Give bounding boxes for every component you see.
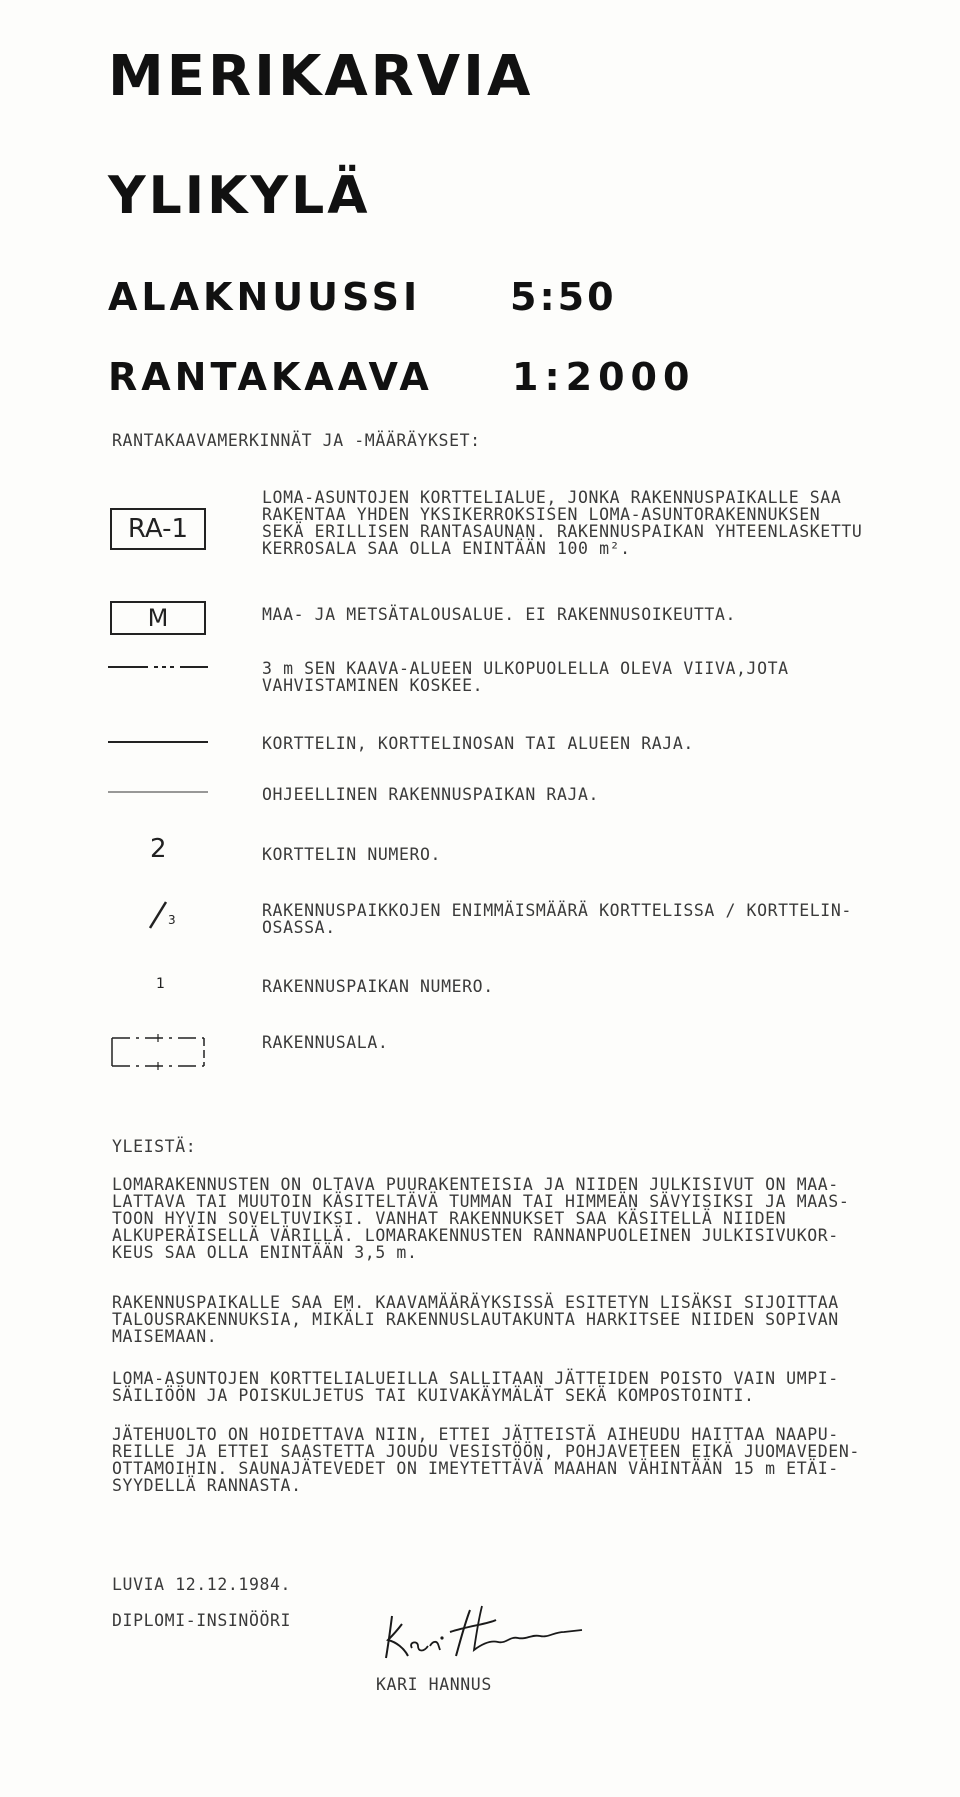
signer-role: DIPLOMI-INSINÖÖRI — [112, 1611, 292, 1630]
general-paragraph-1: LOMARAKENNUSTEN ON OLTAVA PUURAKENTEISIA JA NIIDEN JULKISIVUT ON MAA- LATTAVA TAI MUUTOIN KÄSITELTÄVÄ TUMMAN TAI HIMMEÄN SÄVYISIKSI JA MAAS- TOON HYVIN SOVELTUVIKSI. VANHAT RAKENNUKSET SAA KÄSITELLÄ NIIDEN ALKUPERÄISELLÄ VÄRILLÄ. LOMARAKENNUSTEN RANNANPUOLEINEN JULKISIVUKOR- KEUS SAA OLLA ENINTÄÄN 3,5 m. — [112, 1175, 850, 1262]
dash-dot-line-symbol — [108, 662, 208, 672]
alaknuussi-label: ALAKNUUSSI — [108, 275, 422, 319]
document-subtitle: YLIKYLÄ — [108, 166, 371, 226]
legend-text-building-area: RAKENNUSALA. — [262, 1033, 389, 1052]
legend-text-block-number-label: KORTTELIN NUMERO. — [262, 845, 442, 864]
guideline-plot-boundary-symbol — [108, 789, 208, 795]
general-paragraph-2: RAKENNUSPAIKALLE SAA EM. KAAVAMÄÄRÄYKSISSÄ ESITETYN LISÄKSI SIJOITTAA TALOUSRAKENNUKSIA, MIKÄLI RAKENNUSLAUTAKUNTA HARKITSEE NIIDEN SOPIVAN MAISEMAAN. — [112, 1293, 839, 1346]
svg-text:3: 3 — [168, 913, 176, 927]
place-date: LUVIA 12.12.1984. — [112, 1575, 292, 1594]
legend-text-block-boundary: KORTTELIN, KORTTELINOSAN TAI ALUEEN RAJA. — [262, 734, 694, 753]
plot-number-symbol: 1 — [156, 976, 165, 992]
document-title: MERIKARVIA — [108, 44, 534, 109]
block-boundary-line-symbol — [108, 738, 208, 746]
general-paragraph-4: JÄTEHUOLTO ON HOIDETTAVA NIIN, ETTEI JÄTTEISTÄ AIHEUDU HAITTAA NAAPU- REILLE JA ETTEI SAASTETTA JOUDU VESISTÖÖN, POHJAVETEEN EIKÄ JUOMAVEDEN- OTTAMOIHIN. SAUNAJÄTEVEDET ON IMEYTETTÄVÄ MAAHAN VÄHINTÄÄN 15 m ETÄI- SYYDELLÄ RANNASTA. — [112, 1425, 860, 1495]
legend-text-m: MAA- JA METSÄTALOUSALUE. EI RAKENNUSOIKEUTTA. — [262, 605, 737, 624]
legend-text-plot-boundary: OHJEELLINEN RAKENNUSPAIKAN RAJA. — [262, 785, 600, 804]
max-plots-symbol — [146, 898, 182, 932]
general-title: YLEISTÄ: — [112, 1137, 197, 1156]
alaknuussi-value: 5:50 — [510, 275, 617, 319]
general-paragraph-3: LOMA-ASUNTOJEN KORTTELIALUEILLA SALLITAAN JÄTTEIDEN POISTO VAIN UMPI- SÄILIÖÖN JA POISKULJETUS TAI KUIVAKÄYMÄLÄT SEKÄ KOMPOSTOINTI. — [112, 1369, 839, 1405]
m-symbol: M — [110, 601, 206, 635]
signer-name: KARI HANNUS — [376, 1675, 492, 1694]
rantakaava-label: RANTAKAAVA — [108, 355, 433, 399]
building-area-symbol — [110, 1026, 206, 1070]
ra-1-symbol: RA-1 — [110, 508, 206, 550]
legend-text-plot-number: RAKENNUSPAIKAN NUMERO. — [262, 977, 494, 996]
legend-text-max-plots: RAKENNUSPAIKKOJEN ENIMMÄISMÄÄRÄ KORTTELISSA / KORTTELIN- OSASSA. — [262, 901, 852, 937]
handwritten-signature — [378, 1596, 588, 1668]
rantakaava-scale: 1:2000 — [512, 355, 696, 399]
legend-title: RANTAKAAVAMERKINNÄT JA -MÄÄRÄYKSET: — [112, 431, 481, 450]
legend-text-ra-1: LOMA-ASUNTOJEN KORTTELIALUE, JONKA RAKENNUSPAIKALLE SAA RAKENTAA YHDEN YKSIKERROKSISEN LOMA-ASUNTORAKENNUKSEN SEKÄ ERILLISEN RANTASAUNAN. RAKENNUSPAIKAN YHTEENLASKETTU KERROSALA SAA OLLA ENINTÄÄN 100 m². — [262, 488, 863, 558]
block-number-symbol: 2 — [150, 834, 167, 864]
legend-text-plan-boundary: 3 m SEN KAAVA-ALUEEN ULKOPUOLELLA OLEVA VIIVA,JOTA VAHVISTAMINEN KOSKEE. — [262, 659, 789, 695]
